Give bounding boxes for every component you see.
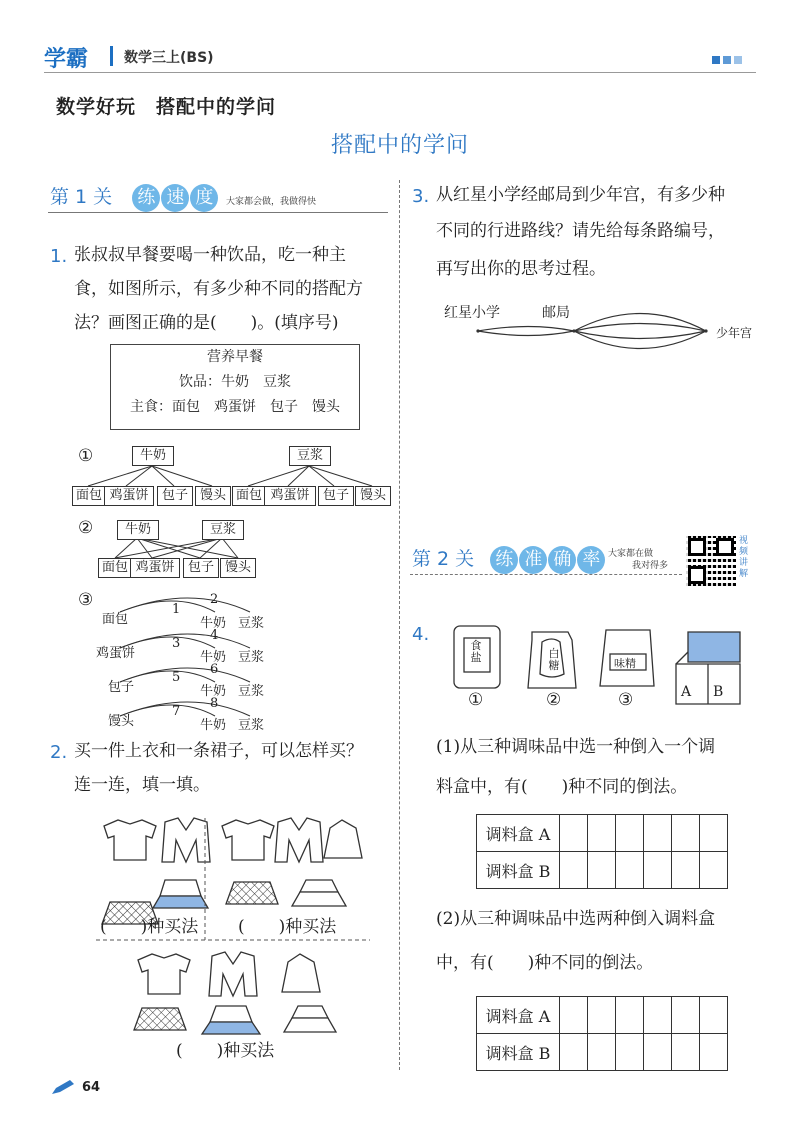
row-label: 调料盒 B [477,1034,560,1071]
answer-cell[interactable] [560,997,588,1034]
qr-code-icon[interactable] [686,536,736,586]
q1-line: 张叔叔早餐要喝一种饮品，吃一种主 [74,245,346,265]
level1-label: 第 1 关 [50,186,113,208]
tshirt-icon [222,820,274,860]
level2-char: 确 [548,546,576,574]
q1-opt3-drink: 牛奶 [200,616,227,631]
jacket-icon [209,952,257,996]
q1-opt3-food: 馒头 [108,714,135,729]
blue-skirt-icon [153,896,208,908]
level2-label: 第 2 关 [412,548,475,570]
book-title: 数学三上(BS) [124,50,214,66]
answer-cell[interactable] [644,1034,672,1071]
q1-opt3-drink: 牛奶 [200,650,227,665]
q2-line: 买一件上衣和一条裙子，可以怎样买？ [74,741,363,761]
q1-opt3-drink: 豆浆 [238,616,265,631]
level1-slogan: 大家都会做，我做得快 [226,197,317,207]
q3-line: 不同的行进路线？请先给每条路编号， [436,221,725,241]
row-label: 调料盒 B [477,852,560,889]
menu-title: 营养早餐 [207,349,263,365]
q1-opt2-food: 包子 [183,558,219,578]
plaid-skirt-icon [134,1008,186,1030]
level2-underline [410,574,682,575]
q1-opt2-drink: 豆浆 [202,520,244,540]
msg-label: 味精 [614,657,636,670]
level2-slogan: 大家都在做 [608,549,654,559]
answer-cell[interactable] [672,997,700,1034]
level2-char: 率 [577,546,605,574]
seasoning-illustration [440,620,750,710]
menu-foods: 主食：面包 鸡蛋饼 包子 馒头 [130,399,340,415]
lesson-title: 数学好玩 搭配中的学问 [56,96,277,118]
q2-line: 连一连，填一填。 [74,775,210,795]
blue-skirt-icon [202,1022,260,1034]
q1-opt3-num: 2 [210,592,219,607]
q1-opt2-drink: 牛奶 [117,520,159,540]
q1-opt3-drink: 牛奶 [200,684,227,699]
page-title: 搭配中的学问 [330,133,469,158]
route-mid: 邮局 [542,305,570,321]
q3-number: 3. [412,186,430,207]
q1-opt3-num: 8 [210,696,219,711]
level2-char: 准 [519,546,547,574]
level1-char: 速 [161,184,189,212]
q1-opt1-food: 面包 [72,486,106,506]
tshirt-icon [104,820,156,860]
plaid-skirt-icon [226,882,278,904]
q1-opt1-food: 鸡蛋饼 [104,486,154,506]
q1-opt3-drink: 豆浆 [238,718,265,733]
q1-opt1-drink: 牛奶 [132,446,174,466]
q3-line: 从红星小学经邮局到少年宫，有多少种 [436,185,725,205]
q1-opt1-food: 馒头 [355,486,391,506]
q1-opt3-num: 6 [210,662,219,677]
q1-line: 法？画图正确的是( )。(填序号) [74,313,339,333]
answer-cell[interactable] [588,1034,616,1071]
q4-part1: (1)从三种调味品中选一种倒入一个调 [436,737,716,757]
salt-label: 食盐 [470,639,482,664]
frilly-skirt-icon [292,892,346,906]
q1-opt3-num: 5 [172,670,181,685]
q2-blank[interactable]: ( )种买法 [176,1041,275,1061]
answer-cell[interactable] [700,997,728,1034]
sweater-icon [282,954,320,992]
q1-opt3-drink: 牛奶 [200,718,227,733]
q1-number: 1. [50,246,68,267]
answer-cell[interactable] [616,852,644,889]
q2-clothing-illustration [0,800,400,1070]
q1-opt3-food: 鸡蛋饼 [96,646,136,661]
route-end: 少年宫 [716,326,753,340]
table-row [477,1034,728,1071]
q1-opt3-food: 包子 [108,680,135,695]
level1-char: 度 [190,184,218,212]
q4-table-2 [476,996,728,1071]
item-index: ① [468,690,484,710]
item-index: ③ [618,690,634,710]
answer-cell[interactable] [588,852,616,889]
answer-cell[interactable] [588,815,616,852]
answer-cell[interactable] [616,1034,644,1071]
q1-opt3-num: 7 [172,704,181,719]
seasoning-box-lid-icon [688,632,740,662]
header-square-icon [712,56,720,64]
row-label: 调料盒 A [477,997,560,1034]
q2-blank[interactable]: ( )种买法 [238,917,337,937]
answer-cell[interactable] [700,815,728,852]
answer-cell[interactable] [588,997,616,1034]
frilly-skirt-icon [284,1018,336,1032]
answer-cell[interactable] [644,815,672,852]
level2-char: 练 [490,546,518,574]
menu-drinks: 饮品：牛奶 豆浆 [179,374,291,390]
answer-cell[interactable] [560,1034,588,1071]
answer-cell[interactable] [672,1034,700,1071]
q1-opt3-food: 面包 [102,612,129,627]
q1-opt3-num: 4 [210,628,219,643]
table-row [477,815,728,852]
header-square-icon [723,56,731,64]
q1-opt1-food: 馒头 [195,486,231,506]
q1-option1-label: ① [78,446,94,466]
answer-cell[interactable] [616,815,644,852]
q1-opt2-food: 鸡蛋饼 [130,558,180,578]
answer-cell[interactable] [560,852,588,889]
jacket-icon [162,818,210,862]
q1-option3-label: ③ [78,590,94,610]
q1-opt3-num: 3 [172,636,181,651]
item-index: ② [546,690,562,710]
jacket-icon [275,818,323,862]
q1-opt3-drink: 豆浆 [238,650,265,665]
q1-opt1-food: 鸡蛋饼 [264,486,316,506]
q3-line: 再写出你的思考过程。 [436,259,606,279]
q1-opt1-food: 包子 [157,486,193,506]
q4-part2-blank[interactable]: 中，有( )种不同的倒法。 [436,953,654,973]
answer-cell[interactable] [700,852,728,889]
q1-opt1-drink: 豆浆 [289,446,331,466]
table-row [477,852,728,889]
sweater-icon [324,820,362,858]
qr-caption: 视频讲解 [739,536,749,579]
box-label-a: A [681,684,692,700]
level2-slogan: 我对得多 [632,561,669,571]
box-label-b: B [713,684,724,700]
level2-banner [412,544,606,574]
q1-opt1-food: 包子 [318,486,354,506]
table-row [477,997,728,1034]
brand-logo: 学霸 [44,47,89,72]
level1-char: 练 [132,184,160,212]
answer-cell[interactable] [616,997,644,1034]
route-start: 红星小学 [444,305,500,321]
answer-cell[interactable] [644,997,672,1034]
route-diagram [440,300,720,360]
q1-opt3-num: 1 [172,602,181,617]
page-number: 64 [82,1080,101,1095]
answer-cell[interactable] [672,852,700,889]
q1-opt1-food: 面包 [232,486,266,506]
q1-option2-label: ② [78,518,94,538]
answer-cell[interactable] [644,852,672,889]
q2-number: 2. [50,742,68,763]
sugar-label: 白糖 [548,647,560,672]
q1-line: 食，如图所示，有多少种不同的搭配方 [74,279,363,299]
q4-part2: (2)从三种调味品中选两种倒入调料盒 [436,909,716,929]
tshirt-icon [138,954,190,994]
answer-cell[interactable] [672,815,700,852]
q4-part1-blank[interactable]: 料盒中，有( )种不同的倒法。 [436,777,688,797]
q1-opt2-food: 面包 [98,558,132,578]
answer-cell[interactable] [560,815,588,852]
row-label: 调料盒 A [477,815,560,852]
answer-cell[interactable] [700,1034,728,1071]
q4-number: 4. [412,624,430,645]
q1-opt3-drink: 豆浆 [238,684,265,699]
q2-blank[interactable]: ( )种买法 [100,917,199,937]
header-square-icon [734,56,742,64]
q4-table-1 [476,814,728,889]
pencil-icon [50,1078,76,1096]
q1-opt2-food: 馒头 [220,558,256,578]
